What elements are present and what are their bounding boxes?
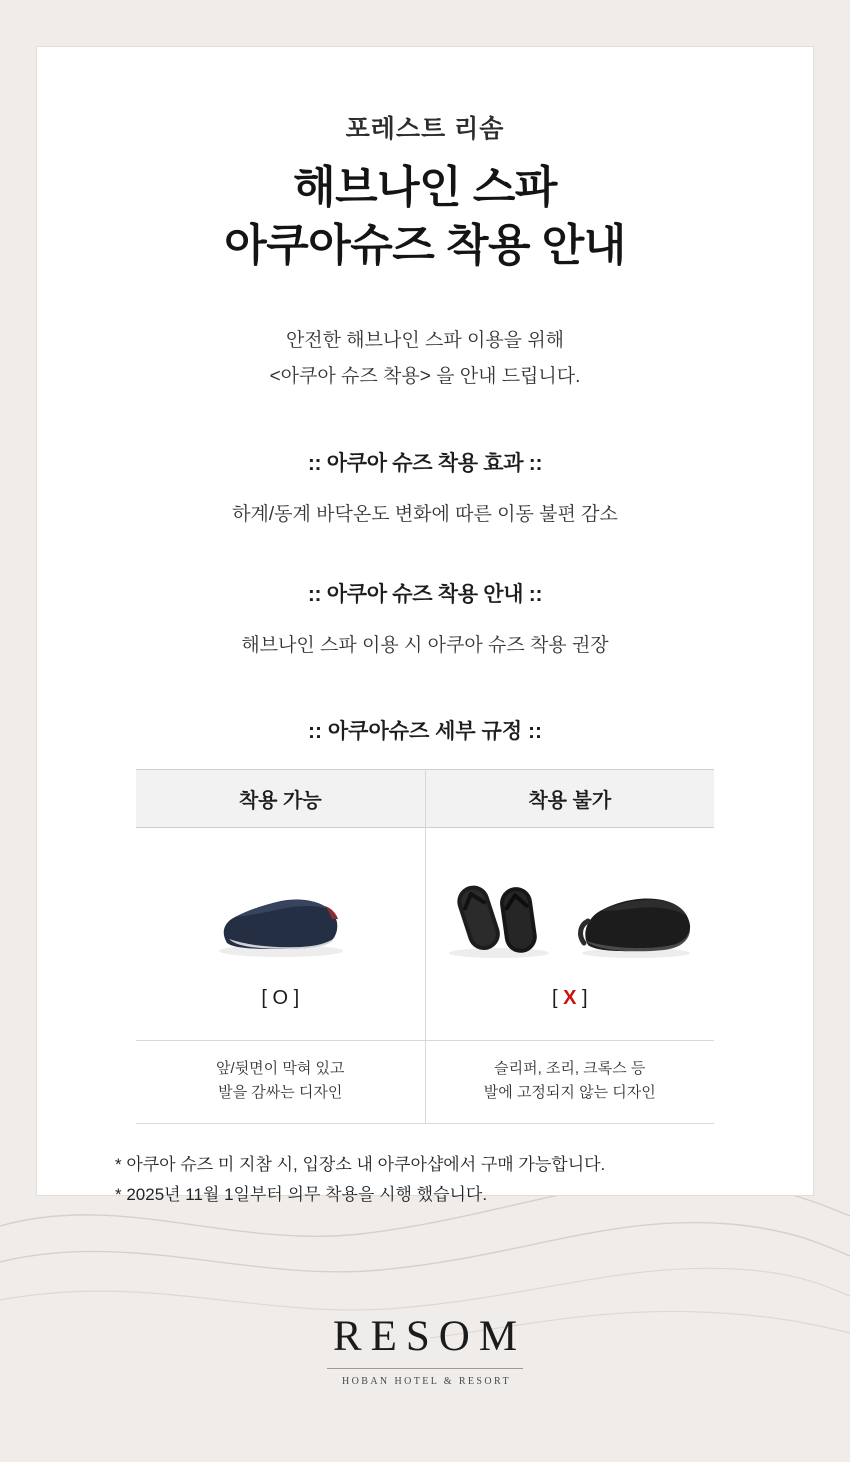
rules-heading: :: 아쿠아슈즈 세부 규정 :: (308, 720, 542, 744)
mark-x-letter: X (563, 986, 577, 1009)
table-row-images (136, 828, 714, 971)
description-not-allowed (425, 1041, 714, 1124)
notes-list (97, 1150, 753, 1210)
cell-allowed-image (136, 828, 425, 971)
table-header-allowed: 착용 가능 (136, 770, 425, 828)
description-allowed-line1: 앞/뒷면이 막혀 있고 (216, 1060, 345, 1078)
section-guide (97, 578, 753, 657)
section-effects-heading: :: 아쿠아 슈즈 착용 효과 :: (307, 452, 543, 476)
section-guide-heading: :: 아쿠아 슈즈 착용 안내 :: (307, 583, 543, 607)
lead-line-1: 안전한 해브나인 스파 이용을 위해 (285, 330, 565, 352)
note-item-2: * 2025년 11월 1일부터 의무 착용을 시행 했습니다. (115, 1185, 488, 1205)
flip-flop-icon (440, 869, 558, 961)
description-not-allowed-line2: 발에 고정되지 않는 디자인 (483, 1084, 656, 1102)
brand-logo-text: RESOM (332, 1313, 527, 1360)
footer-logo (0, 1312, 850, 1387)
rules-table (136, 769, 714, 1124)
mark-bracket-close: ] (576, 986, 588, 1009)
section-guide-body: 해브나인 스파 이용 시 아쿠아 슈즈 착용 권장 (241, 635, 609, 657)
mark-allowed: [ O ] (136, 970, 425, 1041)
brand-tagline: HOBAN HOTEL & RESORT (342, 1376, 511, 1387)
aqua-shoe-icon (205, 869, 355, 961)
cell-not-allowed-image (425, 828, 714, 971)
page-title (97, 159, 753, 275)
table-header-row (136, 770, 714, 828)
note-item-1: * 아쿠아 슈즈 미 지참 시, 입장소 내 아쿠아샵에서 구매 가능합니다. (115, 1155, 606, 1175)
description-allowed (136, 1041, 425, 1124)
description-allowed-line2: 발을 감싸는 디자인 (218, 1084, 343, 1102)
logo-divider (327, 1368, 523, 1369)
aqua-shoe-illustration-wrap (136, 851, 425, 961)
lead-paragraph (97, 323, 753, 395)
page-title-line2: 아쿠아슈즈 착용 안내 (224, 221, 626, 271)
table-row-descriptions (136, 1041, 714, 1124)
clog-icon (572, 869, 700, 961)
section-effects (97, 447, 753, 526)
page-title-line1: 해브나인 스파 (293, 163, 557, 212)
mark-bracket-open: [ (551, 986, 564, 1009)
table-header-not-allowed: 착용 불가 (425, 770, 714, 828)
mark-not-allowed (425, 970, 714, 1041)
disallowed-illustrations-wrap (426, 851, 715, 961)
description-not-allowed-line1: 슬리퍼, 조리, 크록스 등 (494, 1060, 646, 1078)
table-row-marks (136, 970, 714, 1041)
brand-eyebrow: 포레스트 리솜 (345, 115, 505, 143)
poster-card (36, 46, 814, 1205)
section-effects-body: 하계/동계 바닥온도 변화에 따른 이동 불편 감소 (232, 504, 618, 526)
lead-line-2: <아쿠아 슈즈 착용> 을 안내 드립니다. (269, 366, 581, 388)
poster-content (37, 47, 813, 1210)
